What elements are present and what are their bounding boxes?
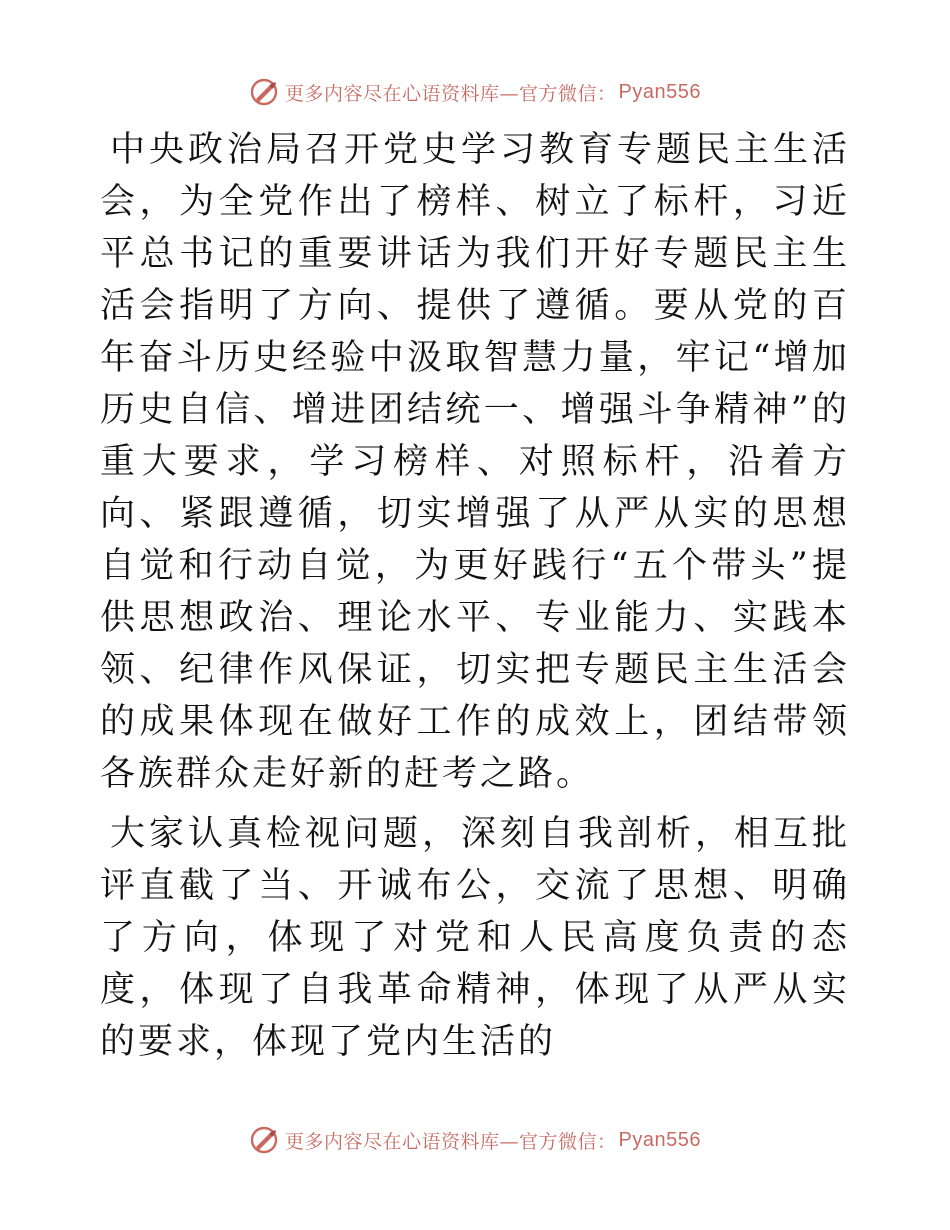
watermark-text: 更多内容尽在心语资料库—官方微信： [285, 1130, 617, 1153]
paragraph-2: 大家认真检视问题，深刻自我剖析，相互批评直截了当、开诚布公，交流了思想、明确了方向，体现了对党和人民高度负责的态度，体现了自我革命精神，体现了从严从实的要求，体现了党内生活的 [100, 814, 850, 1062]
watermark-wechat-id: Pyan556 [618, 80, 701, 103]
watermark-wechat-id: Pyan556 [618, 1128, 701, 1151]
header-watermark [0, 74, 950, 110]
document-body [100, 124, 850, 1076]
quill-logo-icon [249, 77, 279, 107]
quill-logo-icon [249, 1125, 279, 1155]
watermark-text: 更多内容尽在心语资料库—官方微信： [285, 82, 617, 105]
footer-watermark [0, 1122, 950, 1158]
paragraph-1: 中央政治局召开党史学习教育专题民主生活会，为全党作出了榜样、树立了标杆，习近平总书记的重要讲话为我们开好专题民主生活会指明了方向、提供了遵循。要从党的百年奋斗历史经验中汲取智慧力量，牢记“增加历史自信、增进团结统一、增强斗争精神”的重大要求，学习榜样、对照标杆，沿着方向、紧跟遵循，切实增强了从严从实的思想自觉和行动自觉，为更好践行“五个带头”提供思想政治、理论水平、专业能力、实践本领、纪律作风保证，切实把专题民主生活会的成果体现在做好工作的成效上，团结带领各族群众走好新的赶考之路。 [100, 130, 850, 794]
